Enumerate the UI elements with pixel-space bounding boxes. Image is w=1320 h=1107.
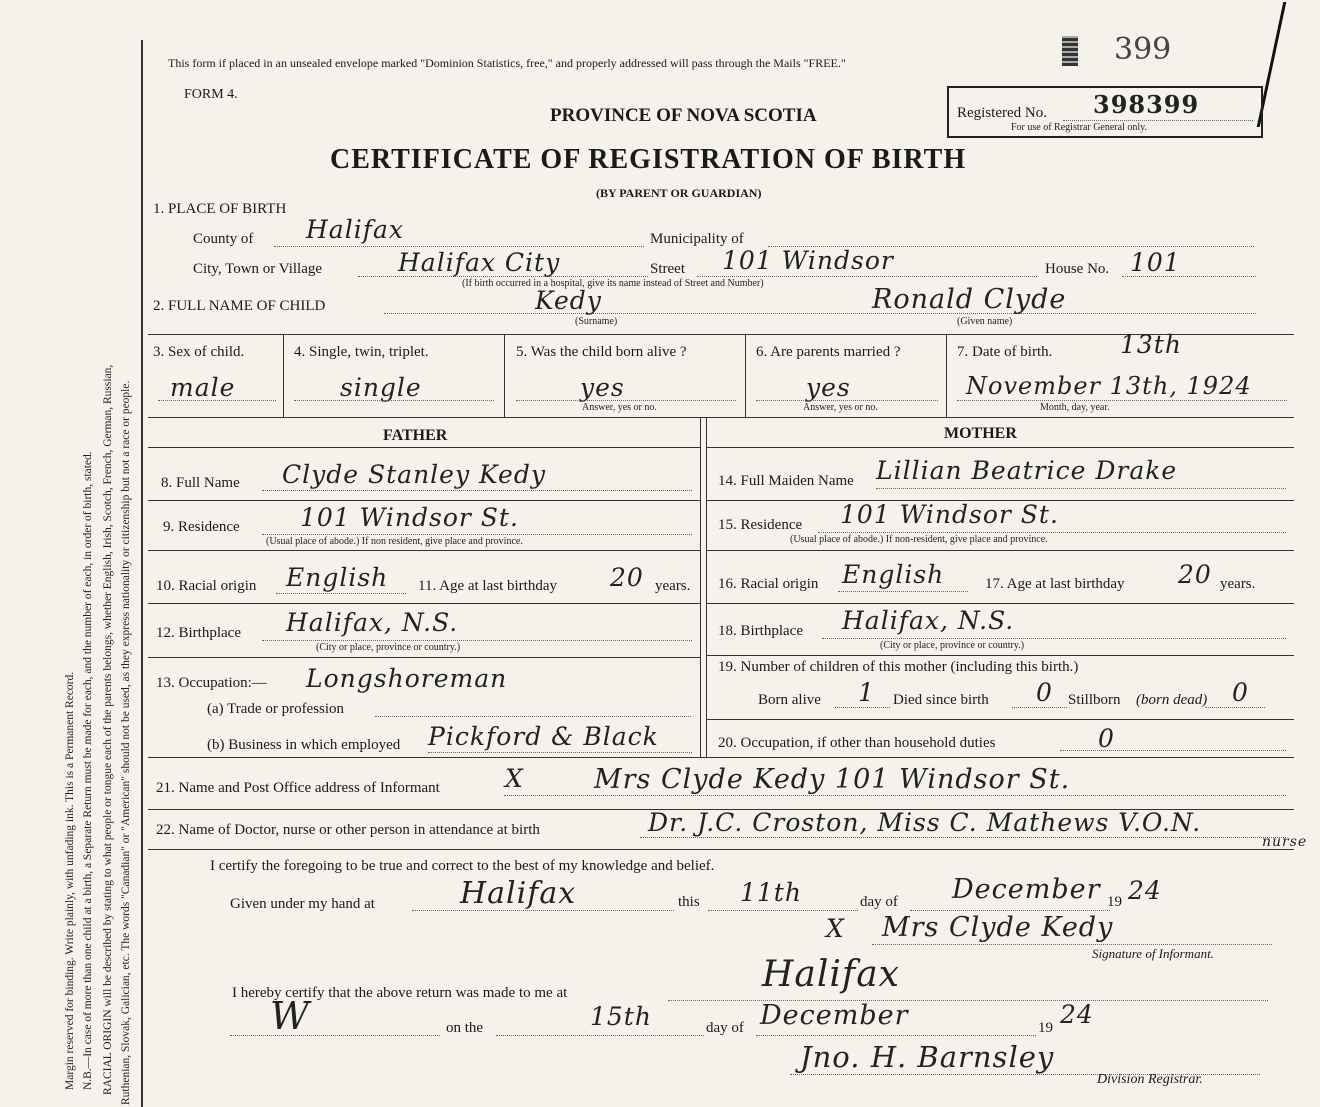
mother-occupation-line (1060, 750, 1286, 751)
given-year-prefix: 19 (1107, 894, 1122, 910)
signature-of-informant-label: Signature of Informant. (1092, 946, 1214, 961)
mother-heading: MOTHER (944, 425, 1017, 442)
mail-notice: This form if placed in an unsealed envelope marked "Dominion Statistics, free," and properly addressed will pass through the Mails "FREE." (168, 56, 846, 70)
county-value: Halifax (306, 215, 404, 244)
child-given-name: Ronald Clyde (872, 284, 1067, 315)
mother-age-label: 17. Age at last birthday (985, 576, 1125, 592)
informant-label: 21. Name and Post Office address of Informant (156, 780, 440, 796)
father-residence-label: 9. Residence (163, 519, 240, 535)
plurality-line (294, 400, 494, 401)
father-race-value: English (286, 563, 389, 592)
registered-number: 398399 (1093, 90, 1200, 119)
died-since-birth-value: 0 (1036, 678, 1053, 707)
mother-birthplace-note: (City or place, province or country.) (880, 640, 1025, 651)
born-alive-line (516, 400, 736, 401)
born-alive-label: 5. Was the child born alive ? (516, 344, 687, 360)
registrar-day-line (496, 1035, 704, 1036)
registrar-year-prefix: 19 (1038, 1020, 1053, 1036)
father-name-line (262, 490, 692, 491)
informant-signature-line (872, 944, 1272, 945)
father-race-label: 10. Racial origin (156, 578, 257, 594)
margin-note-nationality: Ruthenian, Slovak, Galician, etc. The words "Canadian" or "American" should not be used, as they express nationality or citizenship but not a race or people. (120, 380, 132, 1105)
mother-rule-3 (706, 550, 1294, 551)
mother-race-value: English (842, 560, 945, 589)
given-under-label: Given under my hand at (230, 896, 375, 912)
street-label: Street (650, 261, 685, 277)
father-business-value: Pickford & Black (428, 722, 659, 751)
registrar-day-of-label: day of (706, 1020, 744, 1036)
stamp-mark-icon (1062, 36, 1078, 66)
informant-signature: Mrs Clyde Kedy (882, 912, 1114, 943)
given-name-note: (Given name) (957, 316, 1013, 327)
registrar-year-value: 24 (1060, 1000, 1094, 1029)
father-race-line (276, 593, 406, 594)
margin-note-racial-origin: RACIAL ORIGIN will be described by stating to what people or tongue each of the parents belongs, whether English, Irish, Scotch, French, German, Russian, (102, 364, 114, 1095)
certification-statement: I certify the foregoing to be true and correct to the best of my knowledge and belief. (210, 858, 715, 874)
registrar-statement: I hereby certify that the above return was made to me at (232, 985, 568, 1001)
born-alive-count-line (835, 707, 890, 708)
sex-value: male (170, 373, 236, 402)
street-line (697, 276, 1037, 277)
father-occupation-value: Longshoreman (306, 664, 508, 693)
father-rule-5 (148, 657, 700, 658)
dob-value: November 13th, 1924 (966, 372, 1252, 400)
born-alive-count-label: Born alive (758, 692, 821, 708)
father-business-line (428, 752, 692, 753)
stillborn-line (1205, 707, 1265, 708)
dob-correction: 13th (1120, 330, 1182, 359)
father-rule-1 (148, 447, 700, 448)
registrar-on-the-label: on the (446, 1020, 484, 1036)
stamp-number: 399 (1114, 32, 1172, 67)
given-day-line (708, 910, 858, 911)
born-alive-value: yes (580, 373, 625, 402)
father-residence-note: (Usual place of abode.) If non resident, give place and province. (266, 536, 523, 547)
father-rule-3 (148, 550, 700, 551)
registered-box (947, 86, 1263, 138)
father-heading: FATHER (383, 427, 448, 444)
died-since-birth-label: Died since birth (893, 692, 989, 708)
father-occupation-label: 13. Occupation:— (156, 675, 267, 691)
registrar-place-value: Halifax (762, 954, 900, 995)
margin-rule (141, 40, 143, 1107)
given-day-value: 11th (740, 878, 802, 907)
facts-divider-3 (745, 334, 746, 417)
doctor-suffix: nurse (1262, 834, 1308, 850)
hospital-note: (If birth occurred in a hospital, give its name instead of Street and Number) (462, 278, 764, 289)
doctor-rule (148, 849, 1294, 850)
informant-value: Mrs Clyde Kedy 101 Windsor St. (594, 764, 1071, 795)
street-value: 101 Windsor (722, 246, 894, 275)
mother-birthplace-line (822, 638, 1286, 639)
registrar-day-value: 15th (590, 1002, 652, 1031)
married-note: Answer, yes or no. (803, 402, 878, 413)
registrar-month-line (756, 1035, 1036, 1036)
dob-note: Month, day, year. (1040, 402, 1110, 413)
mother-rule-1 (706, 447, 1294, 448)
mother-rule-6 (706, 719, 1294, 720)
registrar-initial: W (270, 994, 311, 1038)
father-name-label: 8. Full Name (161, 475, 240, 491)
sex-line (158, 400, 276, 401)
given-this-label: this (678, 894, 700, 910)
registered-note: For use of Registrar General only. (1011, 122, 1147, 133)
mother-occupation-value: 0 (1098, 724, 1115, 753)
registered-label: Registered No. (957, 105, 1047, 121)
mother-birthplace-label: 18. Birthplace (718, 623, 803, 639)
mother-race-line (838, 591, 968, 592)
registered-line (1063, 120, 1253, 121)
county-line (274, 246, 644, 247)
mother-residence-line (818, 532, 1286, 533)
father-residence-line (262, 534, 692, 535)
registrar-month-value: December (760, 1000, 909, 1031)
mother-birthplace-value: Halifax, N.S. (842, 606, 1015, 635)
margin-note-separate-return: N.B.—In case of more than one child at a birth, a Separate Return must be made for each, and the number of each, in order of birth, stated. (82, 451, 94, 1090)
facts-divider-1 (283, 334, 284, 417)
given-month-value: December (952, 874, 1101, 905)
born-alive-count-value: 1 (858, 678, 875, 707)
dob-label: 7. Date of birth. (957, 344, 1053, 360)
informant-signature-mark: X (826, 914, 845, 943)
parents-divider (700, 417, 701, 757)
mother-rule-4 (706, 603, 1294, 604)
sex-label: 3. Sex of child. (153, 344, 245, 360)
plurality-value: single (340, 373, 422, 402)
surname-note: (Surname) (575, 316, 618, 327)
given-day-of-label: day of (860, 894, 898, 910)
facts-divider-2 (504, 334, 505, 417)
registrar-signature: Jno. H. Barnsley (800, 1040, 1055, 1074)
mother-name-line (876, 488, 1286, 489)
mother-residence-label: 15. Residence (718, 517, 803, 533)
father-birthplace-note: (City or place, province or country.) (316, 642, 461, 653)
child-name-line (384, 313, 1256, 314)
stillborn-value: 0 (1232, 678, 1249, 707)
certificate-title: CERTIFICATE OF REGISTRATION OF BIRTH (330, 144, 967, 175)
registrar-initial-line (230, 1035, 440, 1036)
parents-divider-inner (706, 417, 707, 757)
father-birthplace-line (262, 640, 692, 641)
mother-residence-note: (Usual place of abode.) If non-resident, give place and province. (790, 534, 1048, 545)
house-number-value: 101 (1130, 248, 1181, 277)
municipality-label: Municipality of (650, 231, 744, 247)
given-year-value: 24 (1128, 876, 1162, 905)
division-registrar-label: Division Registrar. (1097, 1072, 1203, 1087)
margin-note-binding: Margin reserved for binding. Write plainly, with unfading ink. This is a Permanent Record. (64, 671, 76, 1090)
city-value: Halifax City (398, 248, 561, 277)
mother-age-value: 20 (1178, 560, 1212, 589)
place-of-birth-heading: 1. PLACE OF BIRTH (153, 201, 287, 217)
mother-name-value: Lillian Beatrice Drake (876, 456, 1178, 485)
father-birthplace-label: 12. Birthplace (156, 625, 241, 641)
registrar-place-line (668, 1000, 1268, 1001)
mother-rule-5 (706, 655, 1294, 656)
doctor-line (640, 837, 1286, 838)
father-age-label: 11. Age at last birthday (418, 578, 557, 594)
father-trade-line (375, 716, 691, 717)
parents-bottom-rule (148, 757, 1294, 758)
child-surname: Kedy (535, 286, 602, 315)
father-rule-4 (148, 603, 700, 604)
born-alive-note: Answer, yes or no. (582, 402, 657, 413)
dob-line (957, 400, 1287, 401)
city-label: City, Town or Village (193, 261, 323, 277)
married-value: yes (806, 373, 851, 402)
form-number: FORM 4. (184, 87, 238, 102)
given-place-line (412, 910, 674, 911)
facts-bottom-rule (148, 417, 1294, 418)
died-since-birth-line (1012, 707, 1067, 708)
married-line (756, 400, 938, 401)
province-title: PROVINCE OF NOVA SCOTIA (550, 105, 817, 126)
doctor-label: 22. Name of Doctor, nurse or other person in attendance at birth (156, 822, 540, 838)
given-month-line (910, 910, 1110, 911)
child-name-label: 2. FULL NAME OF CHILD (153, 298, 326, 314)
father-rule-2 (148, 500, 700, 501)
father-trade-label: (a) Trade or profession (207, 701, 345, 717)
father-residence-value: 101 Windsor St. (300, 503, 519, 532)
doctor-value: Dr. J.C. Croston, Miss C. Mathews V.O.N. (648, 808, 1202, 837)
father-years: years. (655, 578, 691, 594)
children-count-label: 19. Number of children of this mother (including this birth.) (718, 659, 1079, 675)
father-business-label: (b) Business in which employed (207, 737, 401, 753)
given-place-value: Halifax (460, 876, 577, 911)
certificate-subtitle: (BY PARENT OR GUARDIAN) (596, 186, 762, 200)
mother-name-label: 14. Full Maiden Name (718, 473, 854, 489)
father-birthplace-value: Halifax, N.S. (286, 608, 459, 637)
married-label: 6. Are parents married ? (756, 344, 901, 360)
plurality-label: 4. Single, twin, triplet. (294, 344, 429, 360)
stillborn-note: (born dead) (1136, 692, 1208, 708)
house-number-label: House No. (1045, 261, 1110, 277)
mother-residence-value: 101 Windsor St. (840, 500, 1059, 529)
mother-race-label: 16. Racial origin (718, 576, 819, 592)
stillborn-label: Stillborn (1068, 692, 1121, 708)
father-age-value: 20 (610, 563, 644, 592)
mother-occupation-label: 20. Occupation, if other than household duties (718, 735, 996, 751)
mother-years: years. (1220, 576, 1256, 592)
father-name-value: Clyde Stanley Kedy (282, 460, 546, 489)
informant-line (504, 795, 1286, 796)
informant-mark: X (505, 764, 524, 793)
county-label: County of (193, 231, 254, 247)
facts-divider-4 (946, 334, 947, 417)
